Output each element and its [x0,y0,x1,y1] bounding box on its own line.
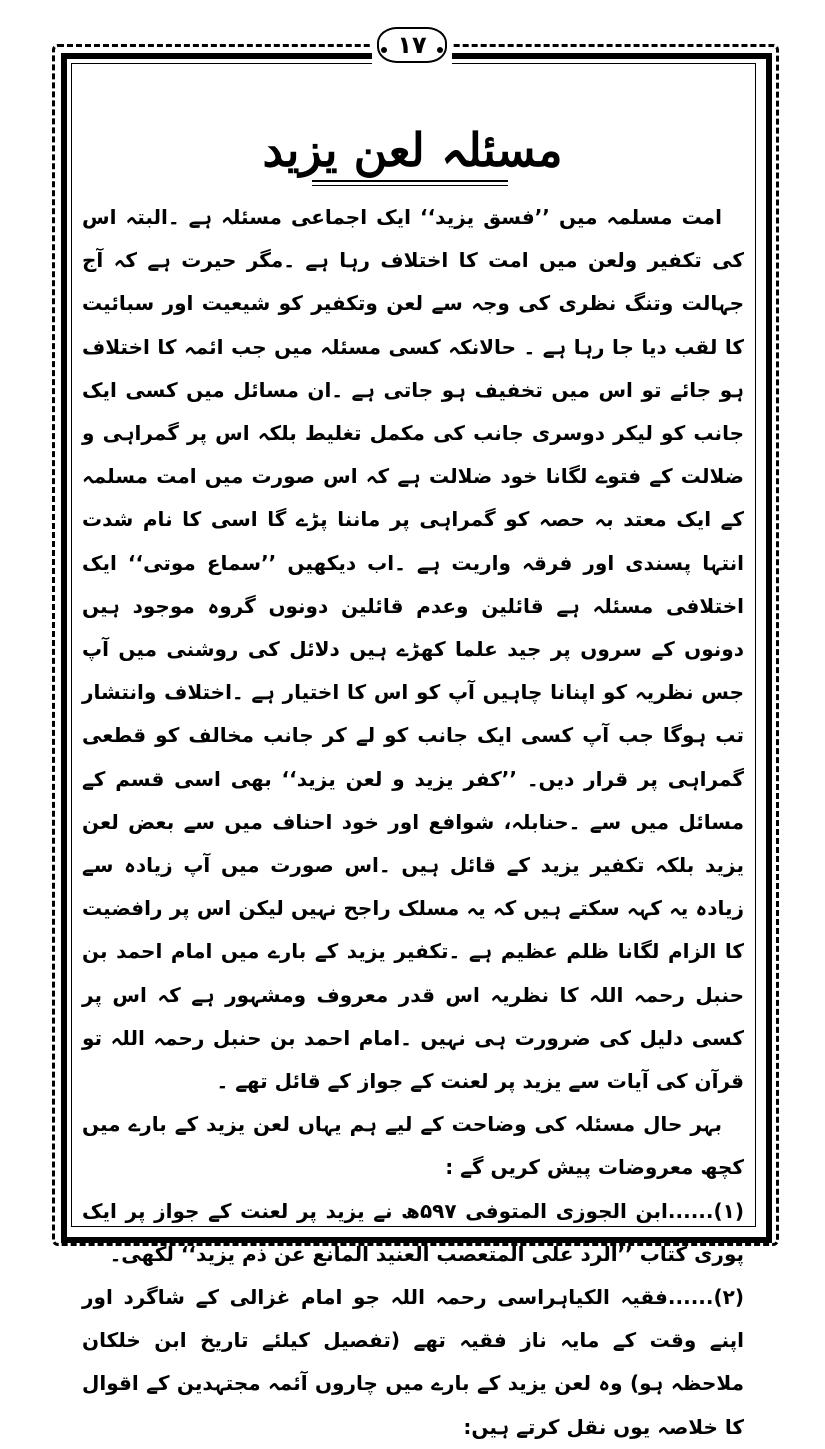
page-number: ۱۷ [377,27,446,63]
paragraph-point-1: (۱)......ابن الجوزی المتوفی ۵۹۷ھ نے یزید پر لعنت کے جواز پر ایک پوری کتاب ’’الرد علی المتعصب العنید المانع عن ذم یزید‘‘ لکھی۔ [82,1198,744,1266]
paragraph-point-2: (۲)......فقیہ الکیاہراسی رحمہ اللہ جو امام غزالی کے شاگرد اور اپنے وقت کے مایہ ناز فقیہ تھے (تفصیل کیلئے تاریخ ابن خلکان ملاحظہ ہو) وہ لعن یزید کے بارے میں چاروں آئمہ مجتہدین کے اقوال کا خلاصہ یوں نقل کرتے ہیں: [82,1285,744,1439]
title-underline-lower [312,185,508,186]
paragraph-clarification: بہر حال مسئلہ کی وضاحت کے لیے ہم یہاں لعن یزید کے بارے میں کچھ معروضات پیش کریں گے : [82,1112,744,1180]
paragraph-intro: امت مسلمہ میں ’’فسق یزید‘‘ ایک اجماعی مسئلہ ہے ۔البتہ اس کی تکفیر ولعن میں امت کا اختلاف رہا ہے ۔مگر حیرت ہے کہ آج جہالت وتنگ نظری کی وجہ سے لعن وتکفیر کو شیعیت اور سبائیت کا لقب دیا جا رہا ہے ۔ حالانکہ کسی مسئلہ میں جب ائمہ کا اختلاف ہو جائے تو اس میں تخفیف ہو جاتی ہے ۔ان مسائل میں کسی ایک جانب کو لیکر دوسری جانب کی مکمل تغلیط بلکہ اس پر گمراہی و ضلالت کے فتوے لگانا خود ضلالت ہے کہ اس صورت میں امت مسلمہ کے ایک معتد بہ حصہ کو گمراہی پر ماننا پڑے گا اسی کا نام شدت انتہا پسندی اور فرقہ واریت ہے ۔اب دیکھیں ’’سماع موتی‘‘ ایک اختلافی مسئلہ ہے قائلین وعدم قائلین دونوں گروہ موجود ہیں دونوں کے سروں پر جید علما کھڑے ہیں دلائل کی روشنی میں آپ جس نظریہ کو اپنانا چاہیں آپ کو اس کا اختیار ہے ۔اختلاف وانتشار تب ہوگا جب آپ کسی ایک جانب کو لے کر جانب مخالف کو قطعی گمراہی پر قرار دیں۔ ’’کفر یزید و لعن یزید‘‘ بھی اسی قسم کے مسائل میں سے ۔حنابلہ، شوافع اور خود احناف میں سے بعض لعن یزید بلکہ تکفیر یزید کے قائل ہیں ۔اس صورت میں آپ زیادہ سے زیادہ یہ کہہ سکتے ہیں کہ یہ مسلک راجح نہیں لیکن اس پر رافضیت کا الزام لگانا ظلم عظیم ہے ۔تکفیر یزید کے بارے میں امام احمد بن حنبل رحمہ اللہ کا نظریہ اس قدر معروف ومشہور ہے کہ اس پر کسی دلیل کی ضرورت ہی نہیں ۔امام احمد بن حنبل رحمہ اللہ تو قرآن کی آیات سے یزید پر لعنت کے جواز کے قائل تھے ۔ [82,205,744,1094]
page-number-badge [372,24,452,66]
article-body [82,196,744,1449]
page-title: مسئلہ لعن یزید [262,123,563,177]
title-underline [312,180,508,182]
